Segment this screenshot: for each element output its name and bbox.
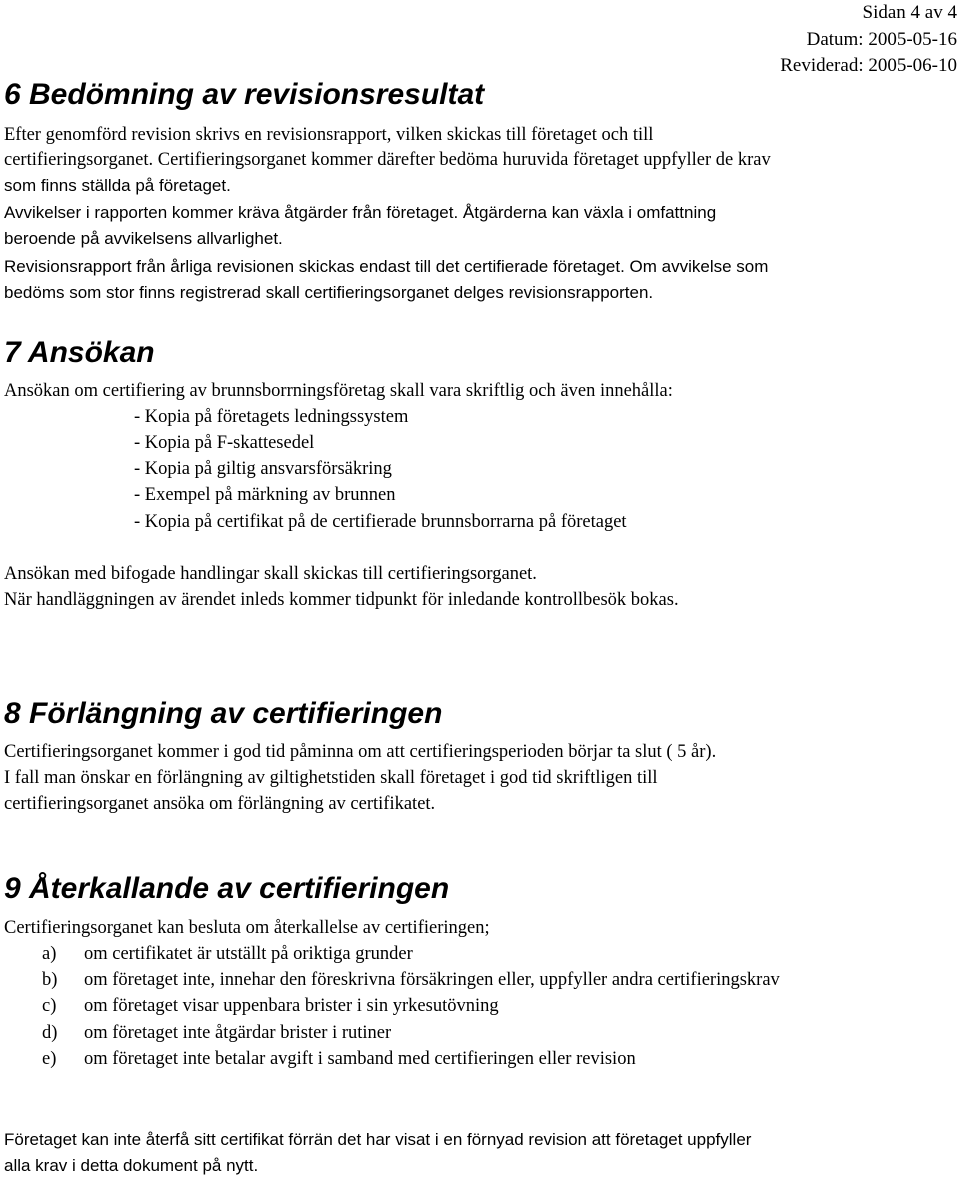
requirement-item: - Exempel på märkning av brunnen <box>134 485 396 505</box>
list-item: om företaget inte, innehar den föreskrivna försäkringen eller, uppfyller andra certifieringskrav <box>84 970 780 990</box>
section-7-text: Ansökan med bifogade handlingar skall skickas till certifieringsorganet. <box>4 564 537 584</box>
section-6-line: certifieringsorganet. Certifieringsorganet kommer därefter bedöma huruvida företaget uppfyller de krav <box>4 150 771 170</box>
requirement-item: - Kopia på F-skattesedel <box>134 433 315 453</box>
section-6-line: bedöms som stor finns registrerad skall certifieringsorganet delges revisionsrapporten. <box>4 283 654 302</box>
section-6-line: beroende på avvikelsens allvarlighet. <box>4 229 283 248</box>
section-6-line: som finns ställda på företaget. <box>4 176 231 195</box>
section-6-heading: 6 Bedömning av revisionsresultat <box>4 78 485 111</box>
section-8-line: I fall man önskar en förlängning av giltighetstiden skall företaget i god tid skriftligen till <box>4 768 658 788</box>
requirement-item: - Kopia på certifikat på de certifierade brunnsborrarna på företaget <box>134 512 627 532</box>
section-7-heading: 7 Ansökan <box>4 336 155 369</box>
list-marker: d) <box>42 1023 58 1043</box>
section-6-line: Efter genomförd revision skrivs en revisionsrapport, vilken skickas till företaget och till <box>4 125 654 145</box>
page-number: Sidan 4 av 4 <box>862 2 957 23</box>
section-8-line: Certifieringsorganet kommer i god tid påminna om att certifieringsperioden börjar ta slut ( 5 år). <box>4 742 717 762</box>
list-marker: c) <box>42 996 57 1016</box>
requirement-item: - Kopia på giltig ansvarsförsäkring <box>134 459 392 479</box>
list-item: om företaget visar uppenbara brister i sin yrkesutövning <box>84 996 499 1016</box>
section-9-intro: Certifieringsorganet kan besluta om återkallelse av certifieringen; <box>4 918 490 938</box>
list-marker: b) <box>42 970 58 990</box>
closing-line: Företaget kan inte återfå sitt certifikat förrän det har visat i en förnyad revision att företaget uppfyller <box>4 1130 752 1149</box>
list-item: om företaget inte åtgärdar brister i rutiner <box>84 1023 392 1043</box>
revised-date-label: Reviderad: 2005-06-10 <box>780 55 957 76</box>
list-marker: a) <box>42 944 57 964</box>
section-7-intro: Ansökan om certifiering av brunnsborrningsföretag skall vara skriftlig och även innehålla: <box>4 381 673 401</box>
section-8-heading: 8 Förlängning av certifieringen <box>4 697 443 730</box>
closing-line: alla krav i detta dokument på nytt. <box>4 1156 259 1175</box>
requirement-item: - Kopia på företagets ledningssystem <box>134 407 409 427</box>
list-marker: e) <box>42 1049 57 1069</box>
section-8-line: certifieringsorganet ansöka om förlängning av certifikatet. <box>4 794 436 814</box>
section-6-line: Revisionsrapport från årliga revisionen skickas endast till det certifierade företaget. Om avvikelse som <box>4 257 769 276</box>
date-label: Datum: 2005-05-16 <box>806 29 957 50</box>
list-item: om företaget inte betalar avgift i samband med certifieringen eller revision <box>84 1049 636 1069</box>
section-6-line: Avvikelser i rapporten kommer kräva åtgärder från företaget. Åtgärderna kan växla i omfattning <box>4 203 717 222</box>
section-7-text: När handläggningen av ärendet inleds kommer tidpunkt för inledande kontrollbesök bokas. <box>4 590 679 610</box>
list-item: om certifikatet är utställt på oriktiga grunder <box>84 944 413 964</box>
section-9-heading: 9 Återkallande av certifieringen <box>4 872 450 905</box>
